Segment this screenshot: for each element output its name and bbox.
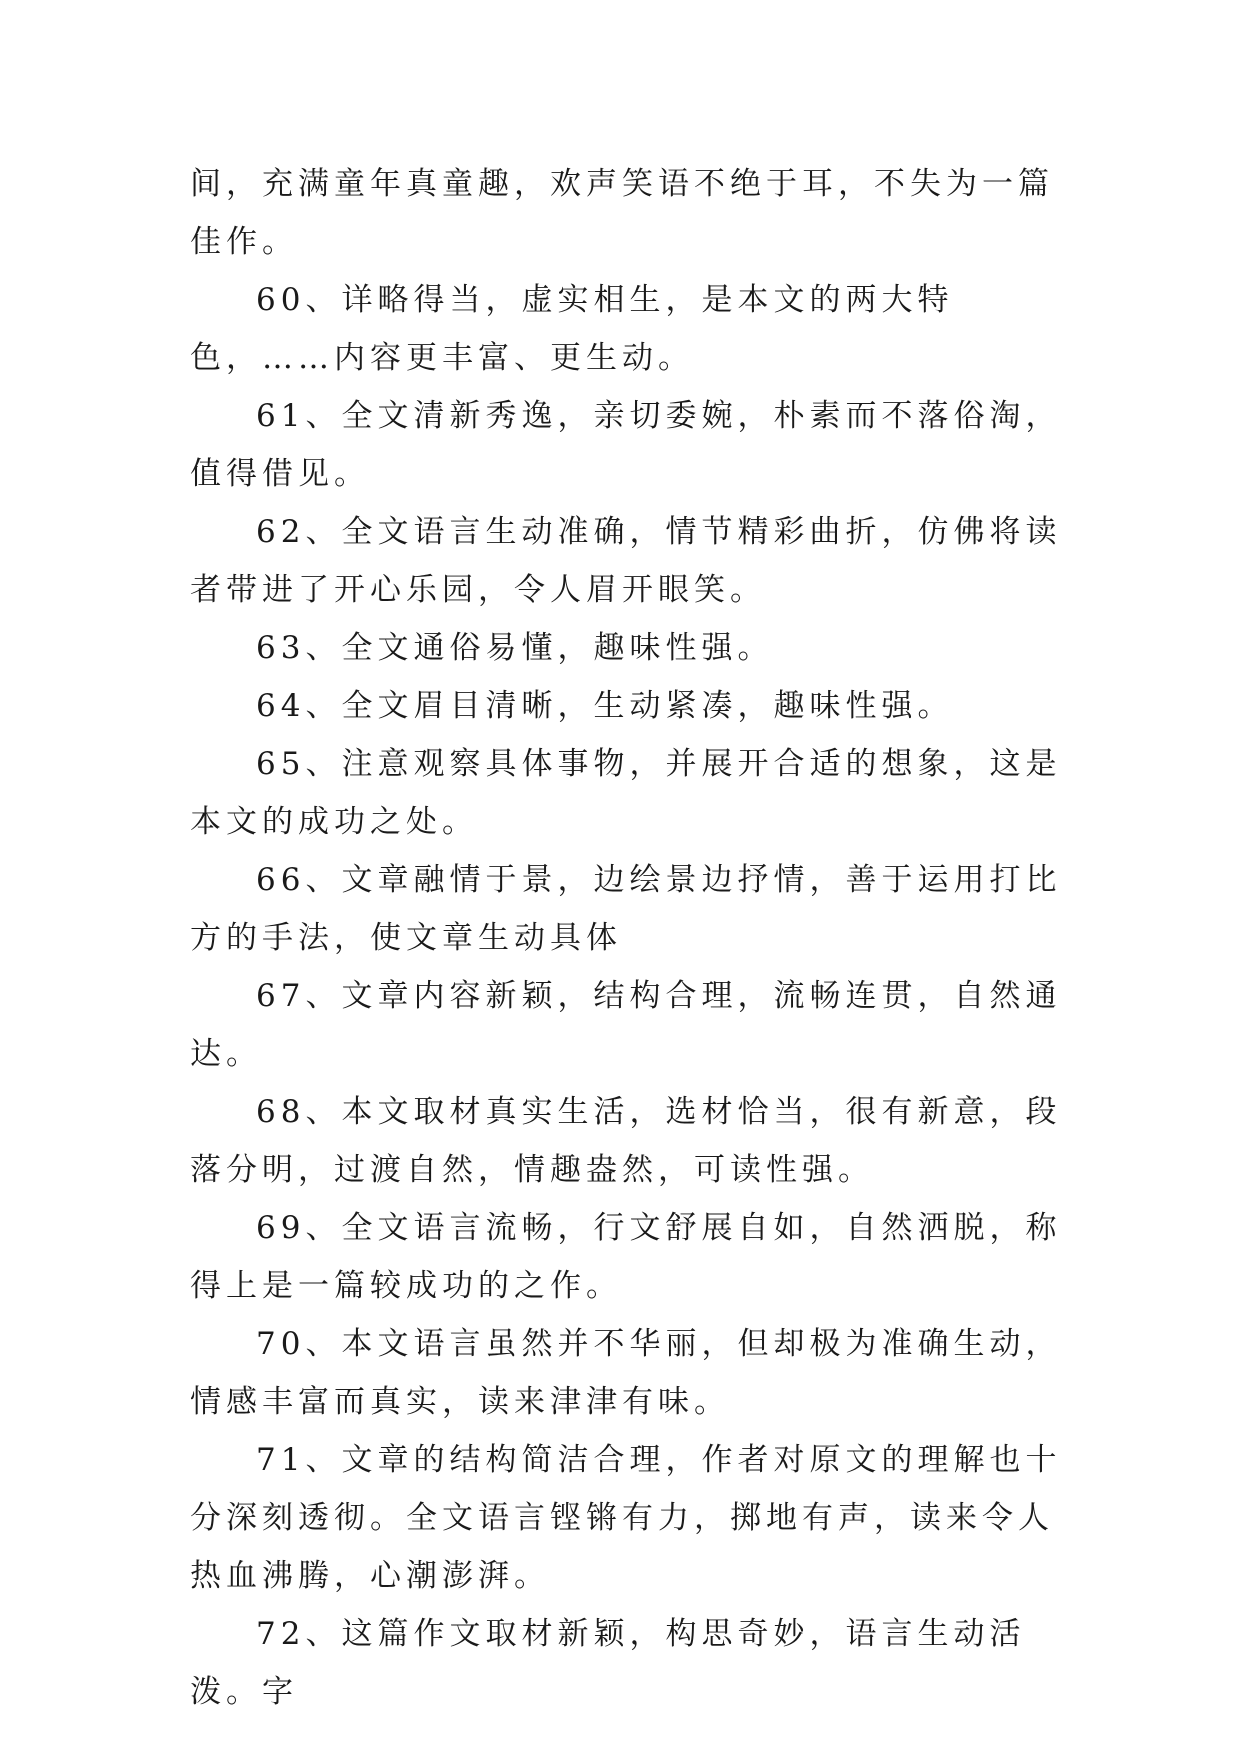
paragraph-62: 62、全文语言生动准确，情节精彩曲折，仿佛将读者带进了开心乐园，令人眉开眼笑。 (190, 514, 1062, 608)
paragraph-72: 72、这篇作文取材新颖，构思奇妙，语言生动活泼。字 (190, 1616, 1026, 1710)
paragraph-67: 67、文章内容新颖，结构合理，流畅连贯，自然通达。 (190, 978, 1062, 1072)
document-body (190, 155, 1070, 1721)
paragraph-68: 68、本文取材真实生活，选材恰当，很有新意，段落分明，过渡自然，情趣盎然，可读性强。 (190, 1094, 1062, 1188)
paragraph-61: 61、全文清新秀逸，亲切委婉，朴素而不落俗淘，值得借见。 (190, 398, 1062, 492)
paragraph-70: 70、本文语言虽然并不华丽，但却极为准确生动，情感丰富而真实，读来津津有味。 (190, 1326, 1062, 1420)
paragraph-65: 65、注意观察具体事物，并展开合适的想象，这是本文的成功之处。 (190, 746, 1062, 840)
paragraph-71: 71、文章的结构简洁合理，作者对原文的理解也十分深刻透彻。全文语言铿锵有力，掷地有声，读来令人热血沸腾，心潮澎湃。 (190, 1442, 1062, 1594)
paragraph-66: 66、文章融情于景，边绘景边抒情，善于运用打比方的手法，使文章生动具体 (190, 862, 1062, 956)
paragraph-63: 63、全文通俗易懂，趣味性强。 (256, 630, 774, 666)
paragraph-64: 64、全文眉目清晰，生动紧凑，趣味性强。 (256, 688, 954, 724)
paragraph-60: 60、详略得当，虚实相生，是本文的两大特色，……内容更丰富、更生动。 (190, 282, 954, 376)
paragraph-69: 69、全文语言流畅，行文舒展自如，自然洒脱，称得上是一篇较成功的之作。 (190, 1210, 1062, 1304)
paragraph-continuation: 间，充满童年真童趣，欢声笑语不绝于耳，不失为一篇佳作。 (190, 166, 1054, 260)
